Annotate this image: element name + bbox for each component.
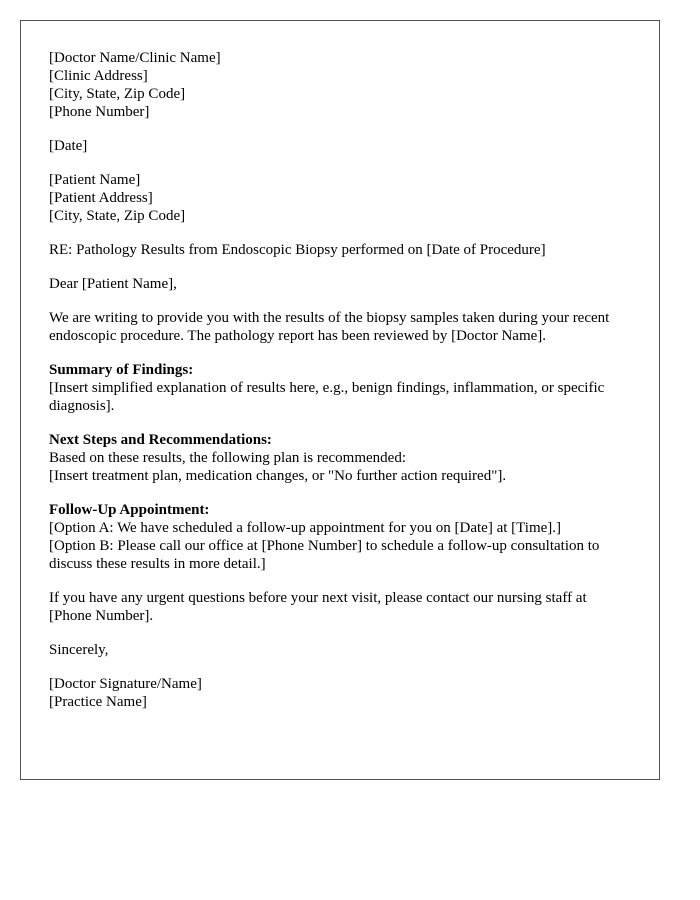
subject-line: RE: Pathology Results from Endoscopic Biopsy performed on [Date of Procedure] bbox=[49, 242, 546, 258]
signature-name: [Doctor Signature/Name] bbox=[49, 676, 202, 692]
recipient-city-state-zip: [City, State, Zip Code] bbox=[49, 208, 186, 224]
letter-date: [Date] bbox=[49, 138, 88, 154]
signature-block bbox=[49, 675, 631, 711]
next-steps-section bbox=[49, 431, 631, 485]
follow-up-option-b: [Option B: Please call our office at [Phone Number] to schedule a follow-up consultation to discuss these results in more detail.] bbox=[49, 538, 600, 572]
recipient-name: [Patient Name] bbox=[49, 172, 141, 188]
recipient-block bbox=[49, 171, 631, 225]
next-steps-line2: [Insert treatment plan, medication changes, or "No further action required"]. bbox=[49, 468, 507, 484]
date-block bbox=[49, 137, 631, 155]
practice-name: [Practice Name] bbox=[49, 694, 147, 710]
follow-up-option-a: [Option A: We have scheduled a follow-up appointment for you on [Date] at [Time].] bbox=[49, 520, 562, 536]
findings-text: [Insert simplified explanation of results here, e.g., benign findings, inflammation, or specific diagnosis]. bbox=[49, 380, 605, 414]
intro-paragraph: We are writing to provide you with the results of the biopsy samples taken during your recent endoscopic procedure. The pathology report has been reviewed by [Doctor Name]. bbox=[49, 310, 610, 344]
recipient-address: [Patient Address] bbox=[49, 190, 153, 206]
next-steps-heading: Next Steps and Recommendations: bbox=[49, 432, 272, 448]
sender-block bbox=[49, 49, 631, 121]
next-steps-line1: Based on these results, the following plan is recommended: bbox=[49, 450, 407, 466]
follow-up-heading: Follow-Up Appointment: bbox=[49, 502, 210, 518]
closing: Sincerely, bbox=[49, 642, 109, 658]
sender-city-state-zip: [City, State, Zip Code] bbox=[49, 86, 186, 102]
sender-name: [Doctor Name/Clinic Name] bbox=[49, 50, 221, 66]
follow-up-section bbox=[49, 501, 631, 573]
urgent-paragraph: If you have any urgent questions before your next visit, please contact our nursing staff at [Phone Number]. bbox=[49, 590, 587, 624]
letter bbox=[20, 20, 660, 780]
findings-heading: Summary of Findings: bbox=[49, 362, 194, 378]
salutation: Dear [Patient Name], bbox=[49, 276, 177, 292]
sender-phone: [Phone Number] bbox=[49, 104, 150, 120]
sender-address: [Clinic Address] bbox=[49, 68, 148, 84]
findings-section bbox=[49, 361, 631, 415]
